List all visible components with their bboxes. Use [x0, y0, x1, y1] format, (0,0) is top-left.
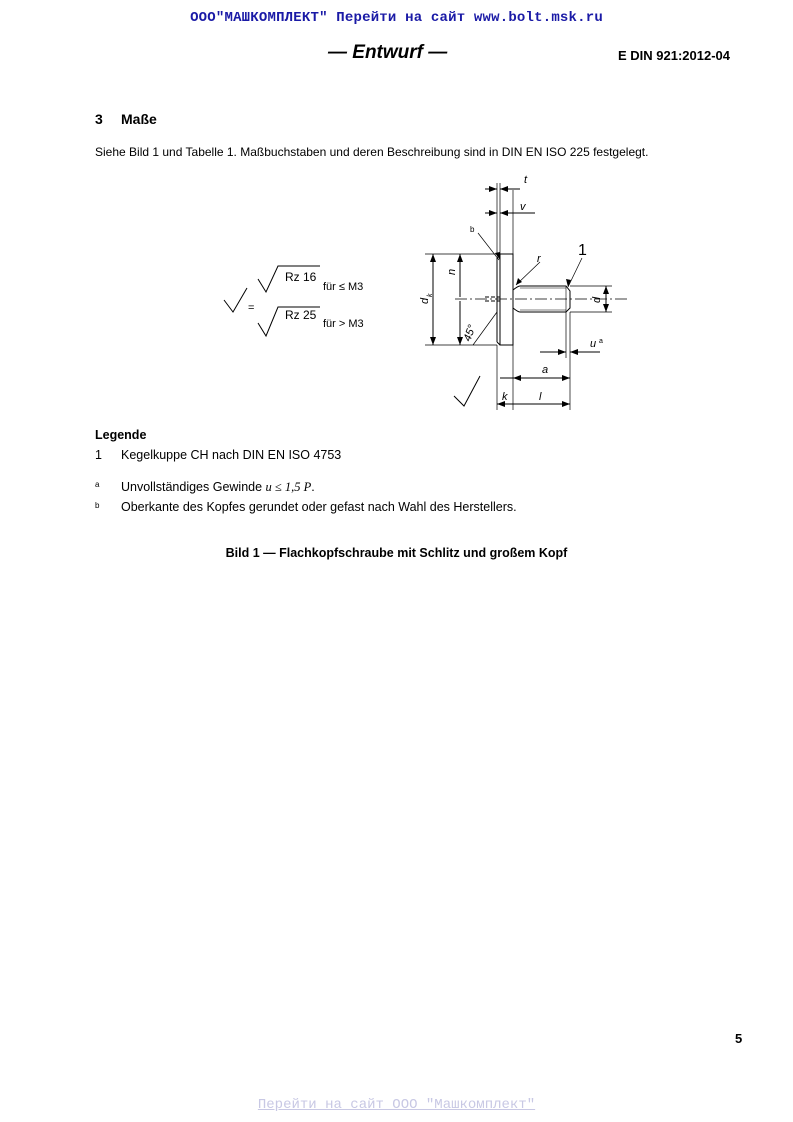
dk-dimension	[425, 254, 497, 345]
label-b: b	[470, 225, 475, 234]
b-leader	[478, 233, 499, 260]
label-u-sup: a	[599, 338, 603, 345]
legend-text-a-suffix: .	[311, 480, 315, 494]
tv-dimension	[485, 183, 535, 254]
arrowheads	[430, 186, 609, 407]
label-dk-sub: k	[427, 293, 434, 297]
screw-drawing	[200, 170, 630, 415]
label-a: a	[542, 364, 549, 376]
figure-caption: Bild 1 — Flachkopfschraube mit Schlitz und großem Kopf	[225, 546, 568, 560]
label-k: k	[502, 391, 508, 403]
roughness-value-1: Rz 16	[285, 270, 317, 284]
legend-key-b: b	[95, 501, 100, 510]
document-id: E DIN 921:2012-04	[618, 48, 731, 63]
section-title: Maße	[121, 111, 157, 127]
section-number: 3	[95, 111, 103, 127]
legend-title: Legende	[95, 428, 147, 442]
roughness-condition-2: für > M3	[323, 318, 364, 330]
roughness-tick	[454, 376, 480, 406]
label-angle: 45°	[461, 323, 479, 344]
legend-text-b: Oberkante des Kopfes gerundet oder gefast nach Wahl des Herstellers.	[121, 500, 517, 514]
legend-key-1: 1	[95, 448, 102, 462]
label-r: r	[537, 253, 541, 265]
label-d: d	[591, 296, 603, 303]
label-l: l	[539, 391, 542, 403]
header-site-link[interactable]: ООО"МАШКОМПЛЕКТ" Перейти на сайт www.bolt.msk.ru	[190, 10, 603, 26]
legend-text-a-prefix: Unvollständiges Gewinde	[121, 480, 266, 494]
section-intro: Siehe Bild 1 und Tabelle 1. Maßbuchstaben und deren Beschreibung sind in DIN EN ISO 225 festgelegt.	[95, 145, 649, 159]
page-number: 5	[735, 1031, 743, 1046]
legend-text-1: Kegelkuppe CH nach DIN EN ISO 4753	[121, 448, 342, 462]
label-dk: d	[419, 297, 431, 304]
legend-text-a	[121, 480, 315, 495]
legend-key-a: a	[95, 480, 100, 489]
roughness-condition-1: für ≤ M3	[323, 281, 364, 293]
u-dimension	[540, 312, 600, 410]
roughness-equals: =	[248, 302, 255, 314]
legend-text-a-formula: u ≤ 1,5 P	[265, 480, 312, 494]
label-n: n	[446, 268, 458, 275]
label-u: u	[590, 338, 597, 350]
label-t: t	[524, 174, 528, 186]
roughness-value-2: Rz 25	[285, 308, 317, 322]
label-item-1: 1	[578, 242, 587, 259]
item-1-leader	[568, 258, 582, 287]
akl-dimensions	[497, 345, 570, 410]
label-v: v	[520, 201, 526, 213]
screw-head	[497, 254, 513, 345]
draft-mark: — Entwurf —	[328, 42, 448, 63]
footer-site-link[interactable]: Перейти на сайт ООО "Машкомплект"	[257, 1097, 536, 1113]
